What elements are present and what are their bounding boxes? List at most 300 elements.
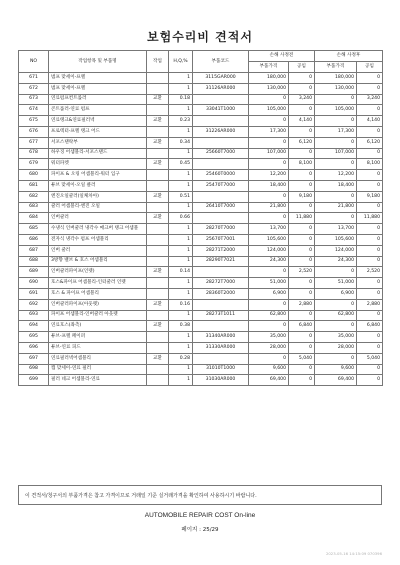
row-parts-after: 17,300 (315, 126, 357, 137)
row-no: 685 (19, 224, 49, 235)
row-labor-after: 8,100 (357, 159, 383, 170)
row-hq: 0.38 (169, 321, 193, 332)
row-item-name: 쿨러 어셈블리-엔진 오일 (49, 202, 147, 213)
row-labor-after: 0 (357, 375, 383, 386)
table-row (19, 170, 383, 181)
row-parts-after: 35,000 (315, 332, 357, 343)
row-item-name: 프로텍터-프렐 탱크 어드 (49, 126, 147, 137)
row-item-name: 필러 네크 어셈블리-연료 (49, 375, 147, 386)
table-row (19, 73, 383, 84)
row-labor-before: 0 (289, 310, 315, 321)
row-labor-before: 0 (289, 278, 315, 289)
table-row (19, 321, 383, 332)
row-parts-before: 6,900 (249, 288, 289, 299)
row-labor-before: 0 (289, 180, 315, 191)
row-work: 교환 (147, 321, 169, 332)
row-parts-after: 0 (315, 353, 357, 364)
row-part-code (193, 213, 249, 224)
row-part-code (193, 353, 249, 364)
row-labor-after: 0 (357, 245, 383, 256)
table-row (19, 375, 383, 386)
row-part-code: 25670T7001 (193, 234, 249, 245)
row-item-name: 전자식 냉각수 펌프 어셈블리 (49, 234, 147, 245)
row-parts-before: 0 (249, 116, 289, 127)
table-row (19, 148, 383, 159)
row-labor-before: 0 (289, 126, 315, 137)
row-labor-after: 3,240 (357, 94, 383, 105)
row-work (147, 364, 169, 375)
header-parts-after: 부품가격 (315, 62, 357, 73)
row-labor-after: 0 (357, 310, 383, 321)
row-no: 683 (19, 202, 49, 213)
row-part-code: 28273T1011 (193, 310, 249, 321)
page-number: 페이지 : 25/29 (181, 527, 219, 533)
table-row (19, 126, 383, 137)
row-hq: 1 (169, 245, 193, 256)
row-labor-after: 0 (357, 332, 383, 343)
table-row (19, 234, 383, 245)
row-part-code: 31126AR000 (193, 83, 249, 94)
row-labor-after: 0 (357, 364, 383, 375)
table-row (19, 310, 383, 321)
row-item-name: 연료필러넥어셈블리 (49, 353, 147, 364)
row-labor-before: 0 (289, 364, 315, 375)
row-item-name: 범프 맞세이-프렐 (49, 73, 147, 84)
row-item-name: 인버쿨러 (49, 213, 147, 224)
row-work (147, 105, 169, 116)
table-row (19, 213, 383, 224)
row-work (147, 278, 169, 289)
header-parts-before: 부품가격 (249, 62, 289, 73)
row-parts-before: 180,000 (249, 73, 289, 84)
row-part-code: 28270T7000 (193, 224, 249, 235)
row-no: 682 (19, 191, 49, 202)
row-part-code: 25660T7000 (193, 148, 249, 159)
row-item-name: 범프 맞세이-프렐 (49, 83, 147, 94)
row-work (147, 288, 169, 299)
row-part-code (193, 267, 249, 278)
row-hq: 1 (169, 148, 193, 159)
row-item-name: 콘트롤러-연료 펌프 (49, 105, 147, 116)
row-hq: 1 (169, 170, 193, 181)
row-part-code: 31330AR000 (193, 342, 249, 353)
row-hq: 0.23 (169, 116, 193, 127)
row-item-name: 워터파켓 (49, 159, 147, 170)
row-parts-before: 130,000 (249, 83, 289, 94)
row-no: 687 (19, 245, 49, 256)
table-row (19, 364, 383, 375)
row-labor-before: 0 (289, 105, 315, 116)
row-labor-before: 0 (289, 375, 315, 386)
row-hq: 0.51 (169, 191, 193, 202)
row-parts-after: 0 (315, 116, 357, 127)
row-no: 673 (19, 94, 49, 105)
row-labor-before: 0 (289, 332, 315, 343)
row-labor-before: 8,100 (289, 159, 315, 170)
row-part-code: 33041T1000 (193, 105, 249, 116)
row-item-name: 수냉식 인버쿨러 냉각수 매크버 탱크 어셈블 (49, 224, 147, 235)
row-labor-after: 4,140 (357, 116, 383, 127)
row-item-name: 파이프 & 오링 어셈블리-워터 입구 (49, 170, 147, 181)
row-parts-after: 0 (315, 321, 357, 332)
row-labor-after: 5,040 (357, 353, 383, 364)
row-labor-after: 0 (357, 105, 383, 116)
row-labor-after: 0 (357, 180, 383, 191)
row-item-name: 하우징 어셈블리-서포스탠드 (49, 148, 147, 159)
row-parts-after: 0 (315, 159, 357, 170)
row-labor-before: 4,140 (289, 116, 315, 127)
table-row (19, 180, 383, 191)
estimate-rows (19, 73, 383, 386)
row-work (147, 170, 169, 181)
row-labor-before: 11,880 (289, 213, 315, 224)
row-parts-before: 12,200 (249, 170, 289, 181)
row-hq: 0.28 (169, 353, 193, 364)
row-part-code (193, 116, 249, 127)
row-parts-after: 130,000 (315, 83, 357, 94)
row-part-code: 28290T7021 (193, 256, 249, 267)
table-row (19, 202, 383, 213)
row-item-name: 파이프 어셈블리-인버쿨러 아웃렛 (49, 310, 147, 321)
footer-title: AUTOMOBILE REPAIR COST On-line (144, 512, 256, 519)
row-work (147, 148, 169, 159)
row-parts-after: 13,700 (315, 224, 357, 235)
table-row (19, 288, 383, 299)
row-item-name: 호스 & 파이프 어셈블리 (49, 288, 147, 299)
row-item-name: 인버쿨러파이프(아웃렛) (49, 299, 147, 310)
row-parts-before: 0 (249, 191, 289, 202)
table-row (19, 191, 383, 202)
table-row (19, 299, 383, 310)
row-part-code: 25470T7000 (193, 180, 249, 191)
row-hq: 1 (169, 180, 193, 191)
row-hq: 1 (169, 73, 193, 84)
table-row (19, 342, 383, 353)
row-parts-after: 21,800 (315, 202, 357, 213)
row-no: 681 (19, 180, 49, 191)
row-labor-before: 0 (289, 170, 315, 181)
row-parts-after: 105,000 (315, 105, 357, 116)
row-item-name: 호스&파이프 어셈블리-인터쿨러 인렛 (49, 278, 147, 289)
row-part-code: 25460T0000 (193, 170, 249, 181)
row-labor-after: 0 (357, 126, 383, 137)
header-labor-before: 공임 (289, 62, 315, 73)
row-labor-before: 0 (289, 288, 315, 299)
row-work (147, 202, 169, 213)
row-labor-after: 0 (357, 234, 383, 245)
row-labor-before: 0 (289, 245, 315, 256)
row-labor-after: 0 (357, 83, 383, 94)
row-parts-before: 0 (249, 137, 289, 148)
row-labor-before: 2,880 (289, 299, 315, 310)
row-parts-after: 28,000 (315, 342, 357, 353)
row-hq: 1 (169, 202, 193, 213)
row-labor-after: 0 (357, 224, 383, 235)
estimate-table (18, 50, 383, 386)
row-item-name: 엔진오일쿨러(일체차아) (49, 191, 147, 202)
row-parts-before: 13,700 (249, 224, 289, 235)
row-item-name: 인버쿨러파이프(인렛) (49, 267, 147, 278)
row-work: 교환 (147, 353, 169, 364)
row-item-name: 연료탱크&연료필러넥 (49, 116, 147, 127)
row-no: 698 (19, 364, 49, 375)
header-hq: H,Q,% (169, 51, 193, 73)
row-hq: 1 (169, 342, 193, 353)
row-part-code (193, 299, 249, 310)
row-no: 693 (19, 310, 49, 321)
row-parts-after: 0 (315, 299, 357, 310)
price-note: 이 견적서/청구서의 부품가격은 참고 가격이므로 거래일 기준 실거래가격을 확인하여 사용하시기 바랍니다. (18, 485, 382, 505)
table-row (19, 267, 383, 278)
row-hq: 0.14 (169, 267, 193, 278)
row-parts-before: 24,300 (249, 256, 289, 267)
row-no: 696 (19, 342, 49, 353)
row-work (147, 342, 169, 353)
table-row (19, 353, 383, 364)
row-parts-before: 28,000 (249, 342, 289, 353)
row-hq: 0.16 (169, 299, 193, 310)
row-hq: 1 (169, 364, 193, 375)
row-labor-before: 9,180 (289, 191, 315, 202)
table-row (19, 83, 383, 94)
row-part-code: 31340AR000 (193, 332, 249, 343)
row-parts-after: 107,000 (315, 148, 357, 159)
row-work (147, 245, 169, 256)
row-labor-after: 0 (357, 202, 383, 213)
row-labor-after: 2,880 (357, 299, 383, 310)
row-work (147, 73, 169, 84)
row-no: 680 (19, 170, 49, 181)
table-row (19, 224, 383, 235)
row-no: 691 (19, 288, 49, 299)
row-parts-after: 6,900 (315, 288, 357, 299)
row-labor-before: 0 (289, 148, 315, 159)
row-parts-before: 69,400 (249, 375, 289, 386)
row-parts-before: 18,400 (249, 180, 289, 191)
row-parts-after: 51,000 (315, 278, 357, 289)
row-work: 교환 (147, 299, 169, 310)
row-labor-before: 6,120 (289, 137, 315, 148)
row-work (147, 332, 169, 343)
row-labor-after: 0 (357, 278, 383, 289)
row-parts-before: 0 (249, 321, 289, 332)
table-row (19, 137, 383, 148)
row-hq: 1 (169, 105, 193, 116)
row-no: 676 (19, 126, 49, 137)
row-parts-before: 17,300 (249, 126, 289, 137)
row-parts-after: 0 (315, 191, 357, 202)
row-parts-before: 9,600 (249, 364, 289, 375)
row-labor-before: 0 (289, 234, 315, 245)
row-labor-before: 0 (289, 73, 315, 84)
row-labor-before: 0 (289, 256, 315, 267)
row-work (147, 234, 169, 245)
row-hq: 0.66 (169, 213, 193, 224)
row-parts-before: 124,000 (249, 245, 289, 256)
row-labor-after: 0 (357, 288, 383, 299)
row-work: 교환 (147, 191, 169, 202)
row-part-code: 26410T7000 (193, 202, 249, 213)
row-labor-after: 11,880 (357, 213, 383, 224)
row-part-code (193, 137, 249, 148)
row-part-code (193, 159, 249, 170)
row-part-code: 31010T1000 (193, 364, 249, 375)
header-item: 작업항목 및 부품명 (49, 51, 147, 73)
row-work (147, 126, 169, 137)
row-parts-after: 24,300 (315, 256, 357, 267)
row-parts-before: 0 (249, 94, 289, 105)
row-no: 675 (19, 116, 49, 127)
row-work: 교환 (147, 267, 169, 278)
row-parts-after: 9,600 (315, 364, 357, 375)
row-labor-before: 0 (289, 342, 315, 353)
print-timestamp: 2023-05-16 14:15:09 070396 (325, 551, 382, 556)
row-labor-after: 0 (357, 256, 383, 267)
row-work (147, 256, 169, 267)
row-parts-after: 0 (315, 94, 357, 105)
row-parts-before: 35,000 (249, 332, 289, 343)
table-row (19, 105, 383, 116)
row-parts-before: 0 (249, 299, 289, 310)
row-item-name: 3방향 밸브 & 호스 어셈블리 (49, 256, 147, 267)
row-parts-after: 124,000 (315, 245, 357, 256)
row-parts-after: 12,200 (315, 170, 357, 181)
row-hq: 1 (169, 234, 193, 245)
row-no: 678 (19, 148, 49, 159)
page-title: 보험수리비 견적서 (147, 30, 253, 44)
row-part-code: 3115GAR000 (193, 73, 249, 84)
header-no: NO (19, 51, 49, 73)
row-no: 671 (19, 73, 49, 84)
row-parts-after: 0 (315, 213, 357, 224)
row-parts-before: 0 (249, 267, 289, 278)
row-parts-after: 69,400 (315, 375, 357, 386)
row-no: 694 (19, 321, 49, 332)
row-parts-before: 0 (249, 159, 289, 170)
row-hq: 1 (169, 332, 193, 343)
row-work: 교환 (147, 137, 169, 148)
row-part-code (193, 94, 249, 105)
row-work (147, 310, 169, 321)
row-labor-before: 3,240 (289, 94, 315, 105)
row-parts-after: 0 (315, 137, 357, 148)
row-no: 689 (19, 267, 49, 278)
row-part-code (193, 321, 249, 332)
row-parts-after: 18,400 (315, 180, 357, 191)
row-item-name: 연료펌프컨트롤러 (49, 94, 147, 105)
header-before: 손해 사정전 (249, 51, 315, 62)
row-work (147, 83, 169, 94)
row-hq: 1 (169, 278, 193, 289)
row-hq: 1 (169, 256, 193, 267)
row-parts-before: 105,000 (249, 105, 289, 116)
header-after: 손해 사정후 (315, 51, 383, 62)
row-no: 674 (19, 105, 49, 116)
row-labor-after: 0 (357, 148, 383, 159)
table-row (19, 245, 383, 256)
row-parts-after: 0 (315, 267, 357, 278)
row-hq: 1 (169, 126, 193, 137)
table-row (19, 94, 383, 105)
row-item-name: 인버 쿨러 (49, 245, 147, 256)
row-labor-after: 9,180 (357, 191, 383, 202)
row-labor-after: 0 (357, 170, 383, 181)
row-no: 688 (19, 256, 49, 267)
row-parts-before: 51,000 (249, 278, 289, 289)
row-work: 교환 (147, 94, 169, 105)
row-part-code: 31030AR000 (193, 375, 249, 386)
row-work: 교환 (147, 116, 169, 127)
row-hq: 0.34 (169, 137, 193, 148)
row-hq: 1 (169, 310, 193, 321)
row-no: 697 (19, 353, 49, 364)
row-hq: 1 (169, 375, 193, 386)
row-parts-after: 180,000 (315, 73, 357, 84)
row-no: 699 (19, 375, 49, 386)
row-hq: 0.18 (169, 94, 193, 105)
row-item-name: 서포스탠락부 (49, 137, 147, 148)
row-work: 교환 (147, 213, 169, 224)
header-labor-after: 공임 (357, 62, 383, 73)
row-no: 677 (19, 137, 49, 148)
row-no: 672 (19, 83, 49, 94)
row-parts-after: 105,600 (315, 234, 357, 245)
row-no: 690 (19, 278, 49, 289)
row-parts-after: 62,800 (315, 310, 357, 321)
table-row (19, 159, 383, 170)
row-part-code: 28271T2000 (193, 245, 249, 256)
row-labor-before: 6,840 (289, 321, 315, 332)
row-part-code: 31226AR000 (193, 126, 249, 137)
row-hq: 1 (169, 288, 193, 299)
row-labor-after: 2,520 (357, 267, 383, 278)
row-work (147, 180, 169, 191)
row-part-code: 28360T2000 (193, 288, 249, 299)
row-labor-before: 0 (289, 202, 315, 213)
row-work (147, 224, 169, 235)
row-no: 692 (19, 299, 49, 310)
row-hq: 0.45 (169, 159, 193, 170)
row-labor-before: 5,040 (289, 353, 315, 364)
row-work (147, 375, 169, 386)
row-parts-before: 21,800 (249, 202, 289, 213)
row-labor-before: 2,520 (289, 267, 315, 278)
row-hq: 1 (169, 83, 193, 94)
table-row (19, 116, 383, 127)
table-row (19, 256, 383, 267)
header-code: 부품코드 (193, 51, 249, 73)
row-no: 695 (19, 332, 49, 343)
row-labor-before: 0 (289, 83, 315, 94)
row-parts-before: 0 (249, 213, 289, 224)
row-parts-before: 0 (249, 353, 289, 364)
row-item-name: 튜브-프렐 페이퍼 (49, 332, 147, 343)
row-labor-after: 0 (357, 342, 383, 353)
row-part-code (193, 191, 249, 202)
row-no: 686 (19, 234, 49, 245)
row-labor-after: 6,120 (357, 137, 383, 148)
row-labor-after: 6,840 (357, 321, 383, 332)
row-item-name: 캡 맞세이-연료 필러 (49, 364, 147, 375)
row-item-name: 튜브 맞세이-오일 클러 (49, 180, 147, 191)
row-item-name: 연료호스(좌측) (49, 321, 147, 332)
row-labor-before: 0 (289, 224, 315, 235)
row-hq: 1 (169, 224, 193, 235)
table-row (19, 332, 383, 343)
row-parts-before: 107,000 (249, 148, 289, 159)
row-labor-after: 0 (357, 73, 383, 84)
row-item-name: 튜브-연료 피드 (49, 342, 147, 353)
